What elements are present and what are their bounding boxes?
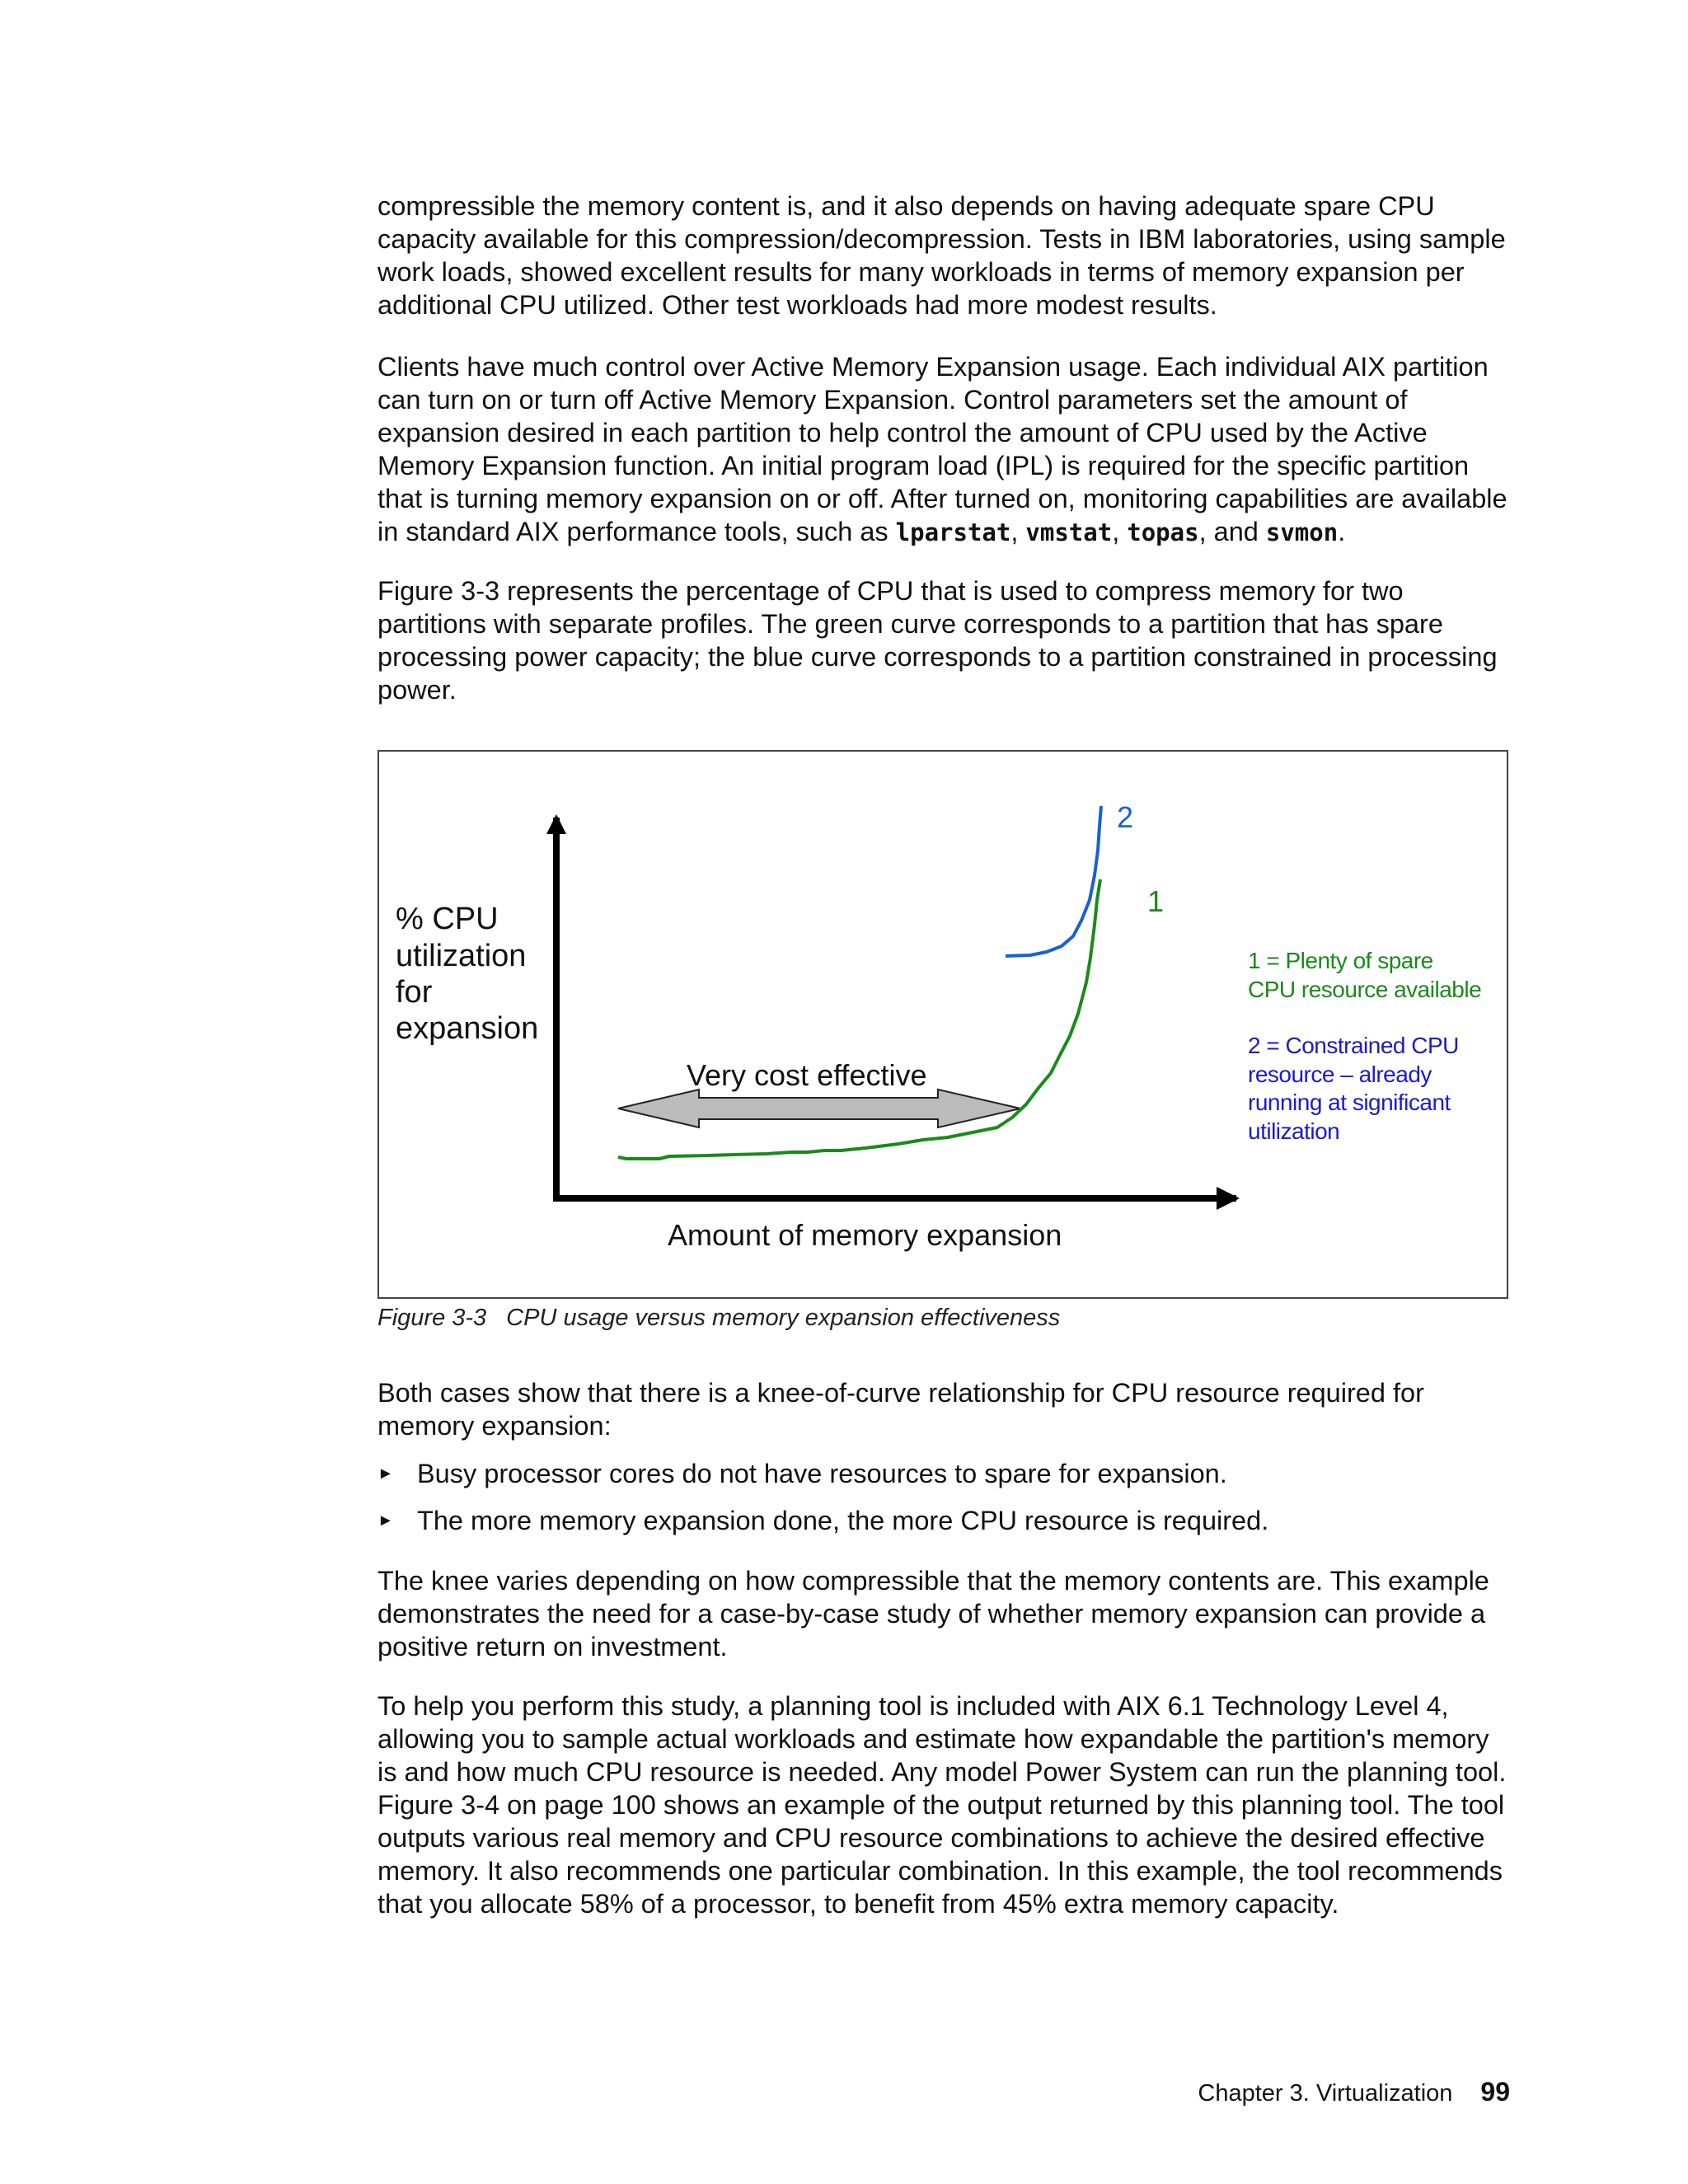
period: . bbox=[1338, 517, 1346, 546]
figure-drawing bbox=[379, 752, 1510, 1301]
legend-2-line: resource – already bbox=[1248, 1062, 1432, 1087]
cost-effective-double-arrow bbox=[618, 1090, 1020, 1127]
command-svmon: svmon bbox=[1265, 518, 1339, 546]
chapter-title: Chapter 3. Virtualization bbox=[1198, 2080, 1453, 2107]
command-lparstat: lparstat bbox=[895, 518, 1011, 546]
command-vmstat: vmstat bbox=[1025, 518, 1113, 546]
y-axis-label-line: for bbox=[396, 975, 433, 1010]
x-axis-label: Amount of memory expansion bbox=[668, 1218, 1062, 1252]
y-axis-label-line: expansion bbox=[396, 1011, 539, 1046]
figure-3-3 bbox=[377, 750, 1508, 1299]
curve-2-label: 2 bbox=[1117, 800, 1134, 834]
x-axis-arrowhead bbox=[1217, 1187, 1240, 1210]
command-topas: topas bbox=[1127, 518, 1199, 546]
list-item-text: The more memory expansion done, the more CPU resource is required. bbox=[417, 1506, 1269, 1535]
curve-1-label: 1 bbox=[1147, 884, 1165, 918]
bullet-marker-icon: ► bbox=[377, 1511, 394, 1530]
paragraph-client-control bbox=[377, 350, 1511, 549]
paragraph-figure-intro: Figure 3-3 represents the percentage of CPU that is used to compress memory for two partitions with separate profiles. The green curve corresponds to a partition that has spare processing power capacity; the blue curve corresponds to a partition constrained in processing power. bbox=[377, 576, 1498, 705]
legend-2-line: 2 = Constrained CPU bbox=[1248, 1033, 1459, 1058]
legend-2-line: running at significant bbox=[1248, 1090, 1451, 1115]
figure-caption-text: CPU usage versus memory expansion effectiveness bbox=[506, 1305, 1061, 1331]
figure-caption bbox=[377, 1305, 1060, 1332]
paragraph-compressibility: compressible the memory content is, and it also depends on having adequate spare CPU capacity available for this compression/decompression. Tests in IBM laboratories, using sample work loads, showed excellent results for many workloads in terms of memory expansion per additional CPU utilized. Other test workloads had more modest results. bbox=[377, 191, 1506, 320]
separator: , bbox=[1010, 517, 1026, 546]
list-item-text: Busy processor cores do not have resources to spare for expansion. bbox=[417, 1459, 1227, 1488]
separator: , and bbox=[1198, 517, 1266, 546]
paragraph-planning-tool: To help you perform this study, a planning tool is included with AIX 6.1 Technology Level 4, allowing you to sample actual workloads and estimate how expandable the partition's memory is and how much CPU resource is needed. Any model Power System can run the planning tool. Figure 3-4 on page 100 shows an example of the output returned by this planning tool. The tool outputs various real memory and CPU resource combinations to achieve the desired effective memory. It also recommends one particular combination. In this example, the tool recommends that you allocate 58% of a processor, to benefit from 45% extra memory capacity. bbox=[377, 1691, 1507, 1919]
legend-1-line: CPU resource available bbox=[1248, 977, 1482, 1002]
paragraph-client-control-text: Clients have much control over Active Memory Expansion usage. Each individual AIX partition can turn on or turn off Active Memory Expansion. Control parameters set the amount of expansion desired in each partition to help control the amount of CPU used by the Active Memory Expansion function. An initial program load (IPL) is required for the specific partition that is turning memory expansion on or off. After turned on, monitoring capabilities are available in standard AIX performance tools, such as bbox=[377, 352, 1507, 546]
paragraph-knee-of-curve: Both cases show that there is a knee-of-curve relationship for CPU resource required for memory expansion: bbox=[377, 1378, 1424, 1441]
separator: , bbox=[1112, 517, 1128, 546]
y-axis-label-line: utilization bbox=[396, 939, 527, 973]
page-footer bbox=[1198, 2077, 1510, 2107]
bullet-marker-icon: ► bbox=[377, 1465, 394, 1483]
legend-2-line: utilization bbox=[1248, 1118, 1340, 1144]
figure-caption-label: Figure 3-3 bbox=[377, 1305, 487, 1331]
curve-2-blue bbox=[1006, 806, 1101, 956]
y-axis-arrowhead bbox=[546, 814, 566, 834]
page-number: 99 bbox=[1480, 2077, 1510, 2107]
legend-1-line: 1 = Plenty of spare bbox=[1248, 948, 1433, 973]
paragraph-knee-varies: The knee varies depending on how compressible that the memory contents are. This example demonstrates the need for a case-by-case study of whether memory expansion can provide a positive return on investment. bbox=[377, 1566, 1489, 1661]
cost-effective-label: Very cost effective bbox=[687, 1058, 927, 1092]
y-axis-label-line: % CPU bbox=[396, 902, 499, 936]
